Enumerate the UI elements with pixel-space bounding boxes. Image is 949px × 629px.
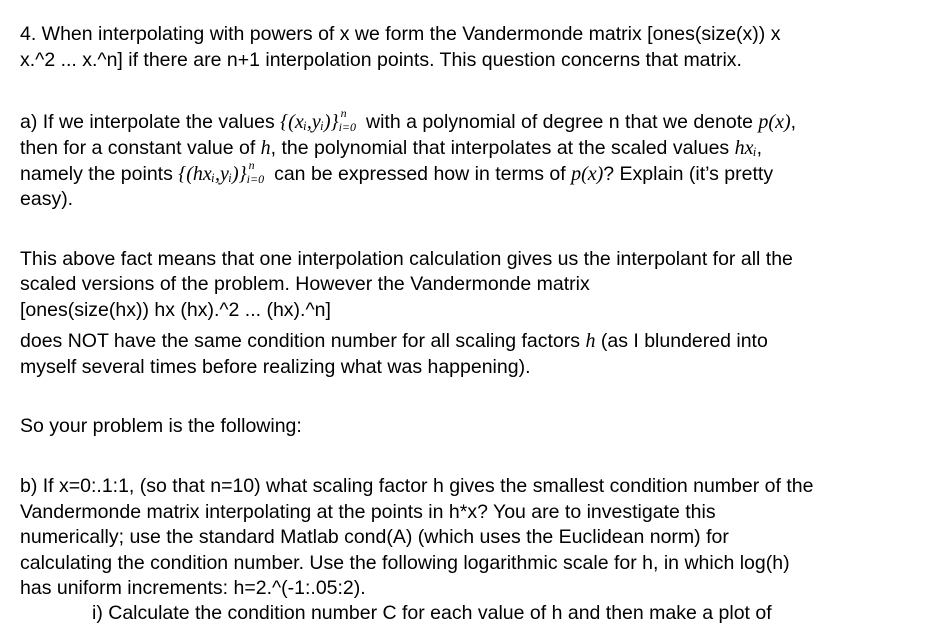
comma: , — [756, 137, 763, 159]
set-hxi-yi: {(hxᵢ,yᵢ)} — [178, 163, 247, 185]
fact-text: (as I blundered into — [595, 330, 768, 352]
part-b-line-5: has uniform increments: h=2.^(-1:.05:2). — [20, 577, 366, 599]
p-of-x: p(x) — [758, 111, 791, 133]
index-range — [338, 105, 361, 134]
fact-line-2: scaled versions of the problem. However the Vandermonde matrix — [20, 273, 590, 295]
h-symbol: h — [260, 137, 271, 159]
superscript-n: n — [340, 105, 347, 120]
part-a-text: with a polynomial of degree n that we denote — [360, 111, 759, 133]
superscript-n: n — [248, 157, 255, 172]
fact-text: does NOT have the same condition number for all scaling factors — [20, 330, 586, 352]
subscript-i-0: i=0 — [338, 119, 356, 134]
part-a-text: namely the points — [20, 163, 179, 185]
part-a-line-3 — [20, 157, 774, 186]
part-b-line-1: b) If x=0:.1:1, (so that n=10) what scaling factor h gives the smallest condition number of the — [20, 475, 814, 497]
part-a-line-2 — [20, 136, 762, 160]
part-a-text: ? Explain (it’s pretty — [603, 163, 774, 185]
problem-intro: So your problem is the following: — [20, 415, 302, 437]
fact-line-1: This above fact means that one interpolation calculation gives us the interpolant for all the — [20, 248, 793, 270]
p-of-x: p(x) — [571, 163, 604, 185]
part-b-line-3: numerically; use the standard Matlab cond(A) (which uses the Euclidean norm) for — [20, 526, 729, 548]
part-a-line-1 — [20, 105, 797, 134]
part-a-text: then for a constant value of — [20, 137, 261, 159]
fact-line-4 — [20, 329, 768, 353]
part-b-line-6: i) Calculate the condition number C for each value of h and then make a plot of — [92, 602, 772, 624]
part-b-line-2: Vandermonde matrix interpolating at the points in h*x? You are to investigate this — [20, 501, 716, 523]
question-4-line-2: x.^2 ... x.^n] if there are n+1 interpolation points. This question concerns that matrix. — [20, 49, 742, 71]
part-a-text: can be expressed how in terms of — [268, 163, 572, 185]
subscript-i-0: i=0 — [246, 171, 265, 186]
part-b-line-4: calculating the condition number. Use the following logarithmic scale for h, in which log(h) — [20, 552, 790, 574]
part-a-line-4: easy). — [20, 188, 74, 210]
index-range — [246, 157, 269, 186]
comma: , — [790, 111, 797, 133]
h-symbol: h — [585, 330, 596, 352]
hxi-symbol: hxᵢ — [734, 137, 757, 159]
part-a-text: a) If we interpolate the values — [20, 111, 281, 133]
fact-line-5: myself several times before realizing what was happening). — [20, 356, 531, 378]
fact-line-3: [ones(size(hx)) hx (hx).^2 ... (hx).^n] — [20, 299, 331, 321]
set-xi-yi: {(xᵢ,yᵢ)} — [280, 111, 339, 133]
part-a-text: , the polynomial that interpolates at the scaled values — [270, 137, 735, 159]
question-4-line-1: 4. When interpolating with powers of x we form the Vandermonde matrix [ones(size(x)) x — [20, 23, 781, 45]
